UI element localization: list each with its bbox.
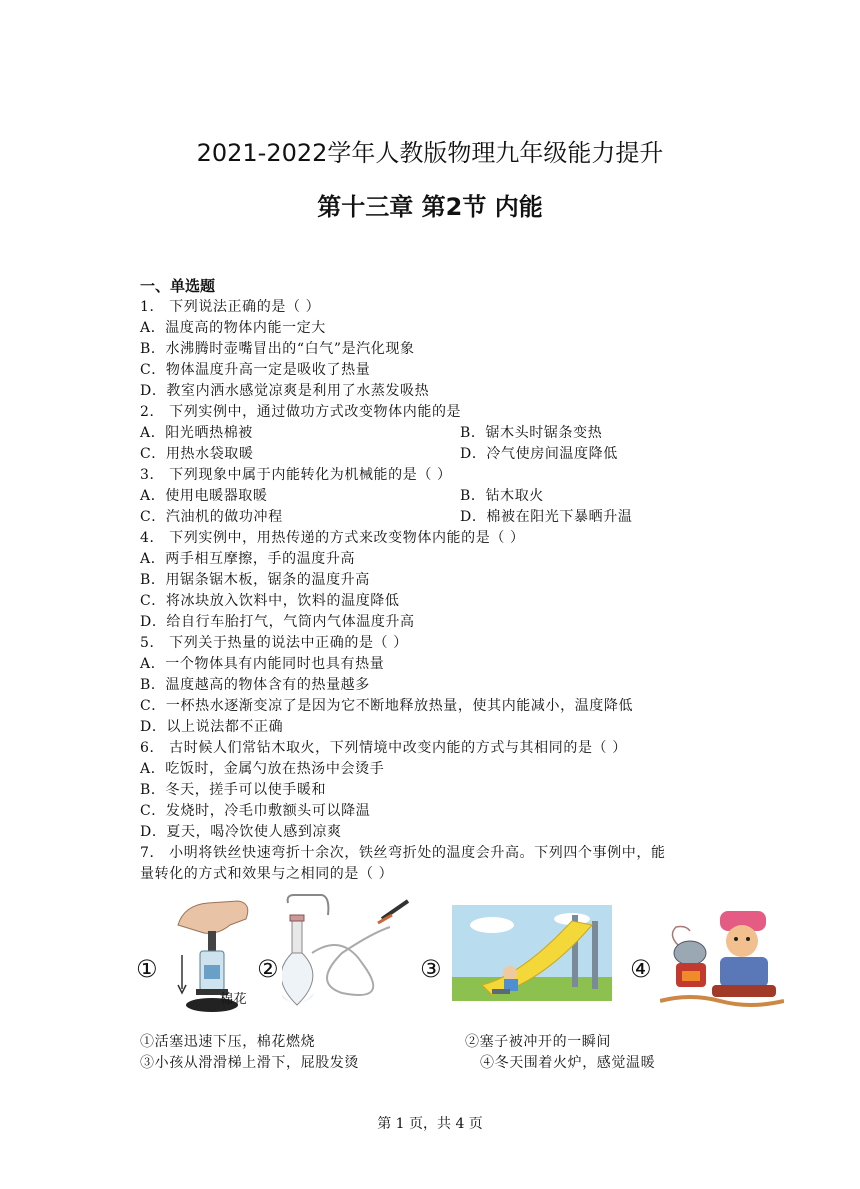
question-2-stem: 2． 下列实例中，通过做功方式改变物体内能的是	[140, 404, 462, 420]
question-4-stem: 4． 下列实例中，用热传递的方式来改变物体内能的是（ ）	[140, 530, 525, 546]
figure-marker-4: ④	[630, 955, 652, 983]
question-6-option-b: B．冬天，搓手可以使手暖和	[140, 782, 327, 798]
piston-compression-figure	[160, 895, 270, 1017]
question-7-figures	[132, 893, 792, 1071]
figure-marker-1: ①	[136, 955, 158, 983]
question-1-option-d: D．教室内洒水感觉凉爽是利用了水蒸发吸热	[140, 383, 430, 399]
caption-1: ①活塞迅速下压，棉花燃烧	[140, 1034, 316, 1050]
question-5-option-c: C．一杯热水逐渐变凉了是因为它不断地释放热量，使其内能减小，温度降低	[140, 698, 634, 714]
question-4-option-a: A．两手相互摩擦，手的温度升高	[140, 551, 356, 567]
caption-2: ②塞子被冲开的一瞬间	[465, 1034, 611, 1050]
question-1-option-c: C．物体温度升高一定是吸收了热量	[140, 362, 371, 378]
question-5-option-d: D．以上说法都不正确	[140, 719, 284, 735]
slide-figure	[452, 905, 612, 1001]
page-footer: 第 1 页，共 4 页	[377, 1116, 483, 1132]
question-1-option-a: A．温度高的物体内能一定大	[140, 320, 326, 336]
question-4-option-d: D．给自行车胎打气，气筒内气体温度升高	[140, 614, 415, 630]
caption-3: ③小孩从滑滑梯上滑下，屁股发烫	[140, 1055, 359, 1071]
question-5-option-b: B．温度越高的物体含有的热量越多	[140, 677, 370, 693]
question-4-option-b: B．用锯条锯木板，锯条的温度升高	[140, 572, 370, 588]
document-title: 2021-2022学年人教版物理九年级能力提升	[196, 139, 664, 167]
question-2-options-row-1	[140, 423, 740, 444]
figure-marker-3: ③	[420, 955, 442, 983]
question-2-options-row-2	[140, 444, 740, 465]
question-6-option-d: D．夏天，喝冷饮使人感到凉爽	[140, 824, 342, 840]
stove-figure	[660, 905, 784, 1009]
question-6-option-c: C．发烧时，冷毛巾敷额头可以降温	[140, 803, 371, 819]
question-3-options-row-2	[140, 507, 740, 528]
question-2-option-b: B．锯木头时锯条变热	[460, 425, 603, 441]
figure-marker-2: ②	[257, 955, 279, 983]
question-3-options-row-1	[140, 486, 740, 507]
question-4-option-c: C．将冰块放入饮料中，饮料的温度降低	[140, 593, 400, 609]
section-title: 一、单选题	[140, 277, 216, 295]
question-1-option-b: B．水沸腾时壶嘴冒出的“白气”是汽化现象	[140, 341, 415, 357]
question-3-option-b: B．钻木取火	[460, 488, 544, 504]
question-5-option-a: A．一个物体具有内能同时也具有热量	[140, 656, 385, 672]
question-3-option-c: C．汽油机的做功冲程	[140, 509, 283, 525]
flask-stopper-figure	[282, 893, 422, 1021]
question-2-option-c: C．用热水袋取暖	[140, 446, 254, 462]
question-6-option-a: A．吃饭时，金属勺放在热汤中会烫手	[140, 761, 385, 777]
question-1-stem: 1． 下列说法正确的是（ ）	[140, 299, 321, 315]
question-6-stem: 6． 古时候人们常钻木取火，下列情境中改变内能的方式与其相同的是（ ）	[140, 740, 627, 756]
question-7-stem-line-1: 7． 小明将铁丝快速弯折十余次，铁丝弯折处的温度会升高。下列四个事例中，能	[140, 845, 666, 861]
question-5-stem: 5． 下列关于热量的说法中正确的是（ ）	[140, 635, 408, 651]
chapter-subtitle: 第十三章 第2节 内能	[317, 193, 543, 221]
caption-4: ④冬天围着火炉，感觉温暖	[480, 1055, 656, 1071]
question-3-option-d: D．棉被在阳光下暴晒升温	[460, 509, 633, 525]
cotton-label: 棉花	[220, 992, 248, 1007]
question-3-option-a: A．使用电暖器取暖	[140, 488, 268, 504]
question-2-option-a: A．阳光晒热棉被	[140, 425, 253, 441]
question-2-option-d: D．冷气使房间温度降低	[460, 446, 618, 462]
question-list	[140, 276, 740, 885]
question-3-stem: 3． 下列现象中属于内能转化为机械能的是（ ）	[140, 467, 452, 483]
question-7-stem-line-2: 量转化的方式和效果与之相同的是（ ）	[140, 866, 394, 882]
